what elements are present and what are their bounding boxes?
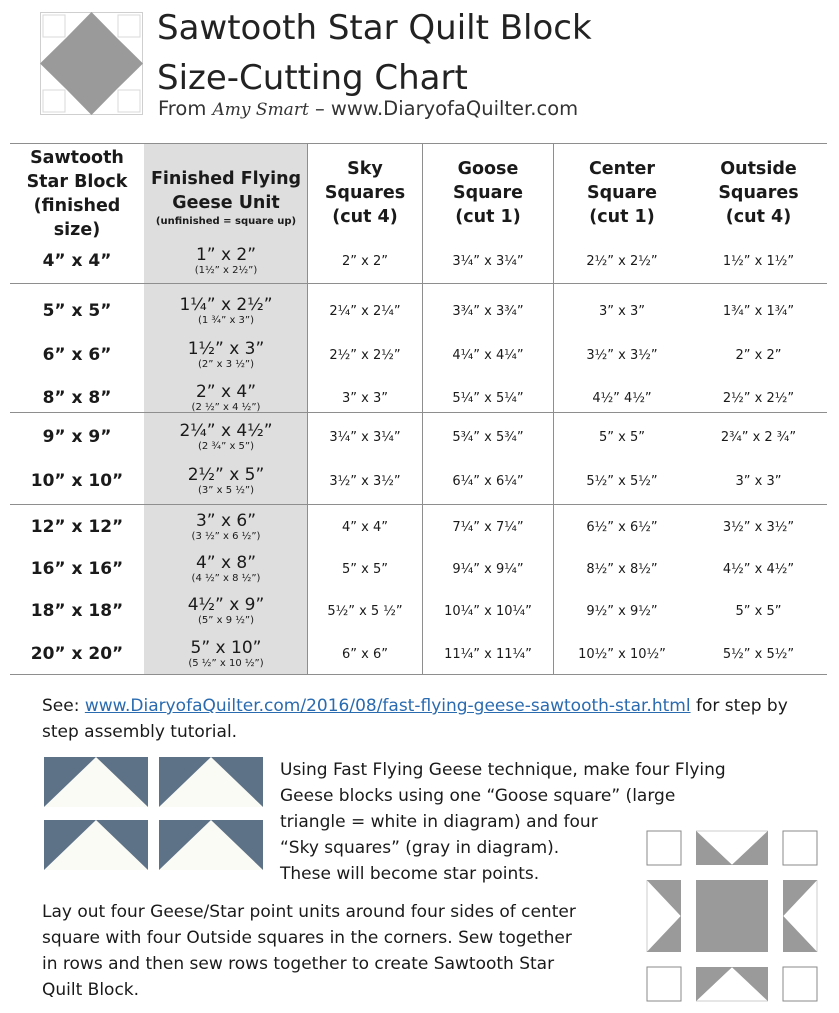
sky-value: 5” x 5” [342,561,388,577]
outside-square [783,967,817,1001]
cell-outside [690,461,827,501]
cell-sky [308,549,422,589]
cell-block [10,378,144,418]
center-value: 9½” x 9½” [586,603,658,619]
cell-sky [308,335,422,375]
geese-finished-size: 2¼” x 4½” [179,421,273,441]
sky-value: 3¼” x 3¼” [329,429,401,445]
cell-outside [690,549,827,589]
geese-unfinished-size: (5” x 9 ½”) [197,615,255,626]
geese-finished-size: 1½” x 3” [187,339,265,359]
sky-value: 3” x 3” [342,390,388,406]
cell-center [554,241,690,281]
star-point-bottom [696,967,768,1001]
title-line-2: Size-Cutting Chart [157,58,468,98]
block-value: 9” x 9” [42,427,112,447]
header-outside-squares: Outside Squares (cut 4) [718,159,799,227]
sky-value: 3½” x 3½” [329,473,401,489]
block-value: 6” x 6” [42,345,112,365]
geese-line: Using Fast Flying Geese technique, make four Flying [280,760,726,780]
cell-outside [690,417,827,457]
geese-unfinished-size: (2 ¾” x 5”) [197,441,255,452]
cell-center [554,291,690,331]
block-value: 4” x 4” [42,251,112,271]
geese-finished-size: 5” x 10” [190,638,262,658]
sky-value: 6” x 6” [342,646,388,662]
cell-goose [423,549,553,589]
outside-value: 3½” x 3½” [722,519,795,535]
tutorial-link[interactable]: www.DiaryofaQuilter.com/2016/08/fast-flying-geese-sawtooth-star.html [84,696,691,716]
star-point-top [696,831,768,865]
header-sky-squares: Sky Squares (cut 4) [324,159,406,227]
sky-value: 4” x 4” [342,519,388,535]
header-flying-geese-label: Finished Flying Geese Unit [150,169,302,213]
table-rule-top [10,143,827,144]
table-rule [10,283,827,284]
geese-unfinished-size: (3 ½” x 6 ½”) [191,531,261,542]
geese-unfinished-size: (2” x 3 ½”) [197,359,255,370]
geese-unfinished-size: (2 ½” x 4 ½”) [191,402,261,413]
header-center-square: Center Square (cut 1) [587,159,657,227]
block-value: 18” x 18” [30,601,124,621]
geese-finished-size: 4” x 8” [195,553,257,573]
geese-unit-1 [44,757,148,807]
geese-unit-2 [159,757,263,807]
cell-sky [308,378,422,418]
byline-prefix: From [158,97,207,120]
star-point-right [783,880,817,952]
geese-finished-size: 2½” x 5” [187,465,265,485]
cell-goose [423,378,553,418]
outside-square [647,967,681,1001]
cell-center [554,335,690,375]
cell-goose [423,507,553,547]
cell-geese [144,335,308,375]
geese-finished-size: 1¼” x 2½” [179,295,273,315]
sky-value: 2¼” x 2¼” [329,303,401,319]
cell-center [554,591,690,631]
cell-goose [423,461,553,501]
geese-finished-size: 3” x 6” [195,511,257,531]
header-flying-geese [144,163,308,233]
cell-geese [144,591,308,631]
block-value: 5” x 5” [42,301,112,321]
cell-goose [423,291,553,331]
outside-value: 3” x 3” [735,473,782,489]
layout-line: Lay out four Geese/Star point units around four sides of center [42,902,576,922]
goose-value: 7¼” x 7¼” [452,519,524,535]
geese-unfinished-size: (1½” x 2½”) [194,265,258,276]
cell-sky [308,291,422,331]
cell-outside [690,634,827,674]
byline-site: – www.DiaryofaQuilter.com [314,97,579,120]
block-value: 12” x 12” [30,517,124,537]
center-value: 3½” x 3½” [586,347,658,363]
goose-value: 9¼” x 9¼” [452,561,524,577]
cell-block [10,591,144,631]
byline-author: Amy Smart [212,100,309,120]
layout-instructions [42,899,642,1003]
cell-sky [308,507,422,547]
center-value: 5” x 5” [599,429,645,445]
geese-line: triangle = white in diagram) and four [280,812,598,832]
cell-center [554,634,690,674]
page-title [157,3,592,103]
cell-geese [144,507,308,547]
geese-line: “Sky squares” (gray in diagram). [280,838,560,858]
center-value: 4½” 4½” [592,390,652,406]
goose-value: 3¾” x 3¾” [452,303,524,319]
goose-value: 3¼” x 3¼” [452,253,524,269]
cell-block [10,241,144,281]
center-square [696,880,768,952]
cell-outside [690,241,827,281]
flying-geese-diagram [44,757,263,870]
cell-sky [308,461,422,501]
cell-goose [423,417,553,457]
center-value: 5½” x 5½” [586,473,658,489]
geese-unit-3 [44,820,148,870]
cell-block [10,507,144,547]
sky-value: 2½” x 2½” [329,347,401,363]
block-value: 8” x 8” [42,388,112,408]
geese-finished-size: 1” x 2” [195,245,257,265]
cell-block [10,634,144,674]
table-rule-bottom [10,674,827,675]
center-value: 3” x 3” [599,303,645,319]
tutorial-reference [42,693,822,745]
outside-value: 1½” x 1½” [722,253,795,269]
cell-geese [144,241,308,281]
cell-center [554,417,690,457]
geese-line: Geese blocks using one “Goose square” (large [280,786,676,806]
center-value: 6½” x 6½” [586,519,658,535]
header-flying-geese-note: (unfinished = square up) [155,216,297,227]
cell-goose [423,634,553,674]
cell-geese [144,634,308,674]
cell-outside [690,507,827,547]
see-suffix: for step by step assembly tutorial. [42,696,788,742]
sawtooth-star-logo-icon [40,12,143,115]
outside-value: 2¾” x 2 ¾” [720,429,797,445]
goose-value: 6¼” x 6¼” [452,473,524,489]
layout-line: square with four Outside squares in the corners. Sew together [42,928,572,948]
block-value: 20” x 20” [30,644,124,664]
cell-center [554,507,690,547]
layout-line: in rows and then sew rows together to create Sawtooth Star [42,954,555,974]
goose-value: 11¼” x 11¼” [444,646,532,662]
cell-sky [308,634,422,674]
cell-outside [690,291,827,331]
geese-finished-size: 2” x 4” [195,382,257,402]
layout-line: Quilt Block. [42,980,140,1000]
outside-value: 5” x 5” [735,603,782,619]
cell-sky [308,241,422,281]
cell-geese [144,291,308,331]
see-prefix: See: [42,696,85,716]
outside-square [647,831,681,865]
cell-geese [144,378,308,418]
outside-square [783,831,817,865]
geese-line: These will become star points. [280,864,540,884]
cell-goose [423,591,553,631]
geese-unfinished-size: (3” x 5 ½”) [197,485,255,496]
sky-value: 2” x 2” [342,253,388,269]
goose-value: 5¼” x 5¼” [452,390,524,406]
title-line-1: Sawtooth Star Quilt Block [157,8,592,48]
outside-value: 2” x 2” [735,347,782,363]
center-value: 10½” x 10½” [578,646,666,662]
geese-unit-4 [159,820,263,870]
byline [158,97,578,120]
cell-center [554,549,690,589]
cell-goose [423,241,553,281]
cell-sky [308,417,422,457]
cell-block [10,417,144,457]
cell-outside [690,591,827,631]
cell-geese [144,417,308,457]
outside-value: 4½” x 4½” [722,561,795,577]
header-block-size: Sawtooth Star Block (finished size) [26,148,128,240]
table-rule [10,504,827,505]
geese-unfinished-size: (1 ¾” x 3”) [197,315,255,326]
sky-value: 5½” x 5 ½” [327,603,403,619]
geese-finished-size: 4½” x 9” [187,595,265,615]
cell-goose [423,335,553,375]
block-value: 16” x 16” [30,559,124,579]
cell-block [10,335,144,375]
sawtooth-star-diagram [646,830,818,1002]
cell-geese [144,549,308,589]
cutting-chart-table [10,143,827,675]
cell-geese [144,461,308,501]
cell-outside [690,378,827,418]
outside-value: 2½” x 2½” [722,390,795,406]
goose-value: 5¾” x 5¾” [452,429,524,445]
center-value: 2½” x 2½” [586,253,658,269]
cell-block [10,291,144,331]
cell-sky [308,591,422,631]
outside-value: 1¾” x 1¾” [722,303,795,319]
star-point-left [647,880,681,952]
cell-outside [690,335,827,375]
block-value: 10” x 10” [30,471,124,491]
goose-value: 4¼” x 4¼” [452,347,524,363]
goose-value: 10¼” x 10¼” [444,603,532,619]
header-goose-square: Goose Square (cut 1) [453,159,523,227]
cell-center [554,461,690,501]
geese-unfinished-size: (5 ½” x 10 ½”) [188,658,264,669]
center-value: 8½” x 8½” [586,561,658,577]
cell-block [10,461,144,501]
cell-block [10,549,144,589]
geese-unfinished-size: (4 ½” x 8 ½”) [191,573,261,584]
outside-value: 5½” x 5½” [722,646,795,662]
cell-center [554,378,690,418]
